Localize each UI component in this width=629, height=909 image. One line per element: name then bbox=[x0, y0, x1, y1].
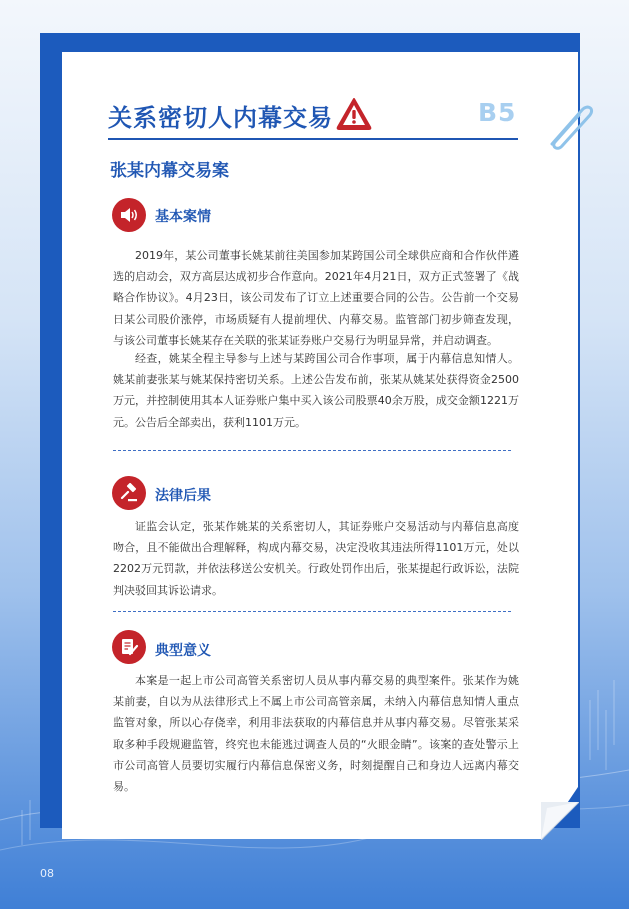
case-title: 张某内幕交易案 bbox=[110, 161, 229, 181]
paragraph: 本案是一起上市公司高管关系密切人员从事内幕交易的典型案件。张某作为姚某前妻，自以为从法律形式上不属上市公司高管亲属，未纳入内幕信息知情人重点监管对象，所以心存侥幸，利用非法获取的内幕信息并从事内幕交易。尽管张某采取多种手段规避监管，终究也未能逃过调查人员的“火眼金睛”。该案的查处警示上市公司高管人员要切实履行内幕信息保密义务，时刻提醒自己和身边人远离内幕交易。 bbox=[113, 674, 519, 794]
section-divider bbox=[113, 611, 511, 612]
page-fold-corner bbox=[541, 802, 579, 840]
section-heading-significance: 典型意义 bbox=[155, 643, 211, 659]
paragraph: 经查，姚某全程主导参与上述与某跨国公司合作事项，属于内幕信息知情人。姚某前妻张某与姚某保持密切关系。上述公告发布前，张某从姚某处获得资金2500万元，并控制使用其本人证券账户集中买入该公司股票40余万股，成交金额1221万元。公告后全部卖出，获利1101万元。 bbox=[113, 352, 519, 429]
page-number: 08 bbox=[40, 867, 54, 880]
document-pen-icon bbox=[112, 630, 146, 664]
speaker-icon bbox=[112, 198, 146, 232]
paragraph: 2019年，某公司董事长姚某前往美国参加某跨国公司全球供应商和合作伙伴遴选的启动会，双方高层达成初步合作意向。2021年4月21日，双方正式签署了《战略合作协议》。4月23日，该公司发布了订立上述重要合同的公告。公告前一个交易日某公司股价涨停，市场质疑有人提前埋伏、内幕交易。监管部门初步筛查发现，与该公司董事长姚某存在关联的张某证券账户交易行为明显异常，并启动调查。 bbox=[113, 249, 519, 347]
section-divider bbox=[113, 450, 511, 451]
title-divider bbox=[108, 138, 518, 140]
section-code: B5 bbox=[478, 98, 517, 127]
paperclip-icon bbox=[538, 96, 598, 156]
section-heading-basic-facts: 基本案情 bbox=[155, 209, 211, 225]
page-title: 关系密切人内幕交易 bbox=[108, 104, 333, 132]
warning-icon bbox=[336, 97, 372, 130]
section-heading-legal-consequences: 法律后果 bbox=[155, 488, 211, 504]
paragraph: 证监会认定，张某作姚某的关系密切人，其证券账户交易活动与内幕信息高度吻合，且不能做出合理解释，构成内幕交易，决定没收其违法所得1101万元，处以2202万元罚款，并依法移送公安机关。行政处罚作出后，张某提起行政诉讼，法院判决驳回其诉讼请求。 bbox=[113, 520, 519, 597]
gavel-icon bbox=[112, 476, 146, 510]
